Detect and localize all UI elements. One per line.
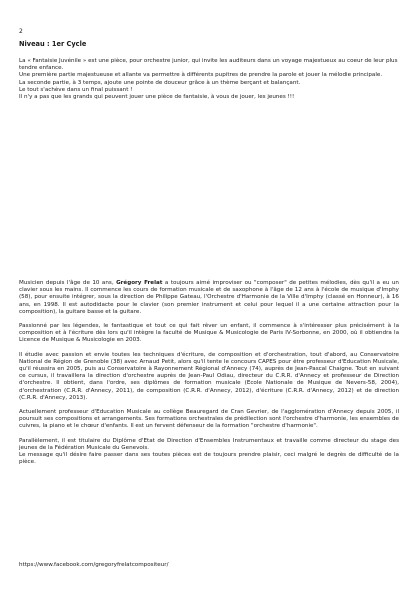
bio-text: Musicien depuis l'âge de 10 ans,	[19, 280, 117, 286]
bio-text: a toujours aimé improviser ou "composer" de petites mélodies, dès qu'il a eu un clavier sous les mains. Il commence les cours de formation musicale et de saxophone à l'âge de 12 ans à l'école de musique d'Imphy (58), pour ensuite intégrer, sous la direction de Philippe Gateau, l'Orchestre d'Harmonie de la Ville d'Imphy (classé en Honneur), à 16 ans, en 1998. Il est autodidacte pour le clavier (son premier instrument et celui pour lequel il a une certaine attraction pour la composition), la guitare basse et la guitare.	[19, 280, 399, 315]
piece-description	[19, 58, 399, 101]
bio-text: Le message qu'il désire faire passer dans ses toutes pièces est de toujours prendre plaisir, ceci malgré le degrès de difficulté de la pièce.	[19, 452, 399, 466]
composer-name: Grégory Frelat	[116, 280, 163, 286]
composer-biography	[19, 280, 399, 466]
bio-paragraph-5	[19, 438, 399, 467]
bio-paragraph-1	[19, 280, 399, 316]
level-heading: Niveau : 1er Cycle	[19, 40, 87, 48]
intro-line: Le tout s'achève dans un final puissant !	[19, 86, 133, 93]
intro-line: Une première partie majestueuse et allante va permettre à différents pupitres de prendre la parole et jouer la mélodie principale.	[19, 72, 383, 79]
facebook-link[interactable]: https://www.facebook.com/gregoryfrelatcompositeur/	[19, 562, 169, 568]
bio-paragraph-3: Il étudie avec passion et envie toutes les techniques d'écriture, de composition et d'orchestration, tout d'abord, au Conservatoire National de Région de Grenoble (38) avec Arnaud Petit, alors qu'il tente le concours CAPES pour être professeur d'Education Musicale, qu'il réussira en 2005, puis au Conservatoire à Rayonnement Régional d'Annecy (74), auprès de Jean-Pascal Chaigne. Tout en suivant ce cursus, il travaillera la direction d'orchestre auprès de Jean-Paul Odiau, directeur du C.R.R. d'Annecy et professeur de Direction d'orchestre. Il obtient, dans l'ordre, ses diplômes de formation musicale (Ecole Nationale de Musique de Nevers-58, 2004), d'orchestration (C.R.R. d'Annecy, 2011), de composition (C.R.R. d'Annecy, 2012), d'écriture (C.R.R. d'Annecy, 2012) et de direction (C.R.R. d'Annecy, 2013).	[19, 351, 399, 401]
page-number: 2	[19, 28, 23, 35]
intro-line: Il n'y a pas que les grands qui peuvent jouer une pièce de fantaisie, à vous de jouer, les jeunes !!!	[19, 94, 295, 101]
bio-text: Parallèlement, il est titulaire du Diplôme d'Etat de Direction d'Ensembles Instrumentaux et travaille comme directeur du stage des jeunes de la Fédération Musicale du Genevois.	[19, 437, 399, 451]
bio-paragraph-2: Passionné par les légendes, le fantastique et tout ce qui fait rêver un enfant, il commence à s'intéresser plus précisément à la composition et à l'écriture dès lors qu'il intègre la faculté de Musique & Musicologie de Paris IV-Sorbonne, en 2000, où il obtiendra la Licence de Musique & Musicologie en 2003.	[19, 323, 399, 344]
intro-line: La « Fantaisie Juvénile » est une pièce, pour orchestre junior, qui invite les auditeurs dans un voyage majestueux au coeur de leur plus tendre enfance.	[19, 58, 398, 72]
bio-paragraph-4: Actuellement professeur d'Education Musicale au collège Beauregard de Cran Gevrier, de l'agglomération d'Annecy depuis 2005, il poursuit ses compositions et arrangements. Ses formations orchestrales de prédilection sont l'orchestre d'harmonie, les ensembles de cuivres, la piano et le chœur d'enfants. Il est un fervent défenseur de la formation "orchestre d'harmonie".	[19, 409, 399, 430]
intro-line: La seconde partie, à 3 temps, ajoute une pointe de douceur grâce à un thème berçant et balançant.	[19, 79, 301, 86]
